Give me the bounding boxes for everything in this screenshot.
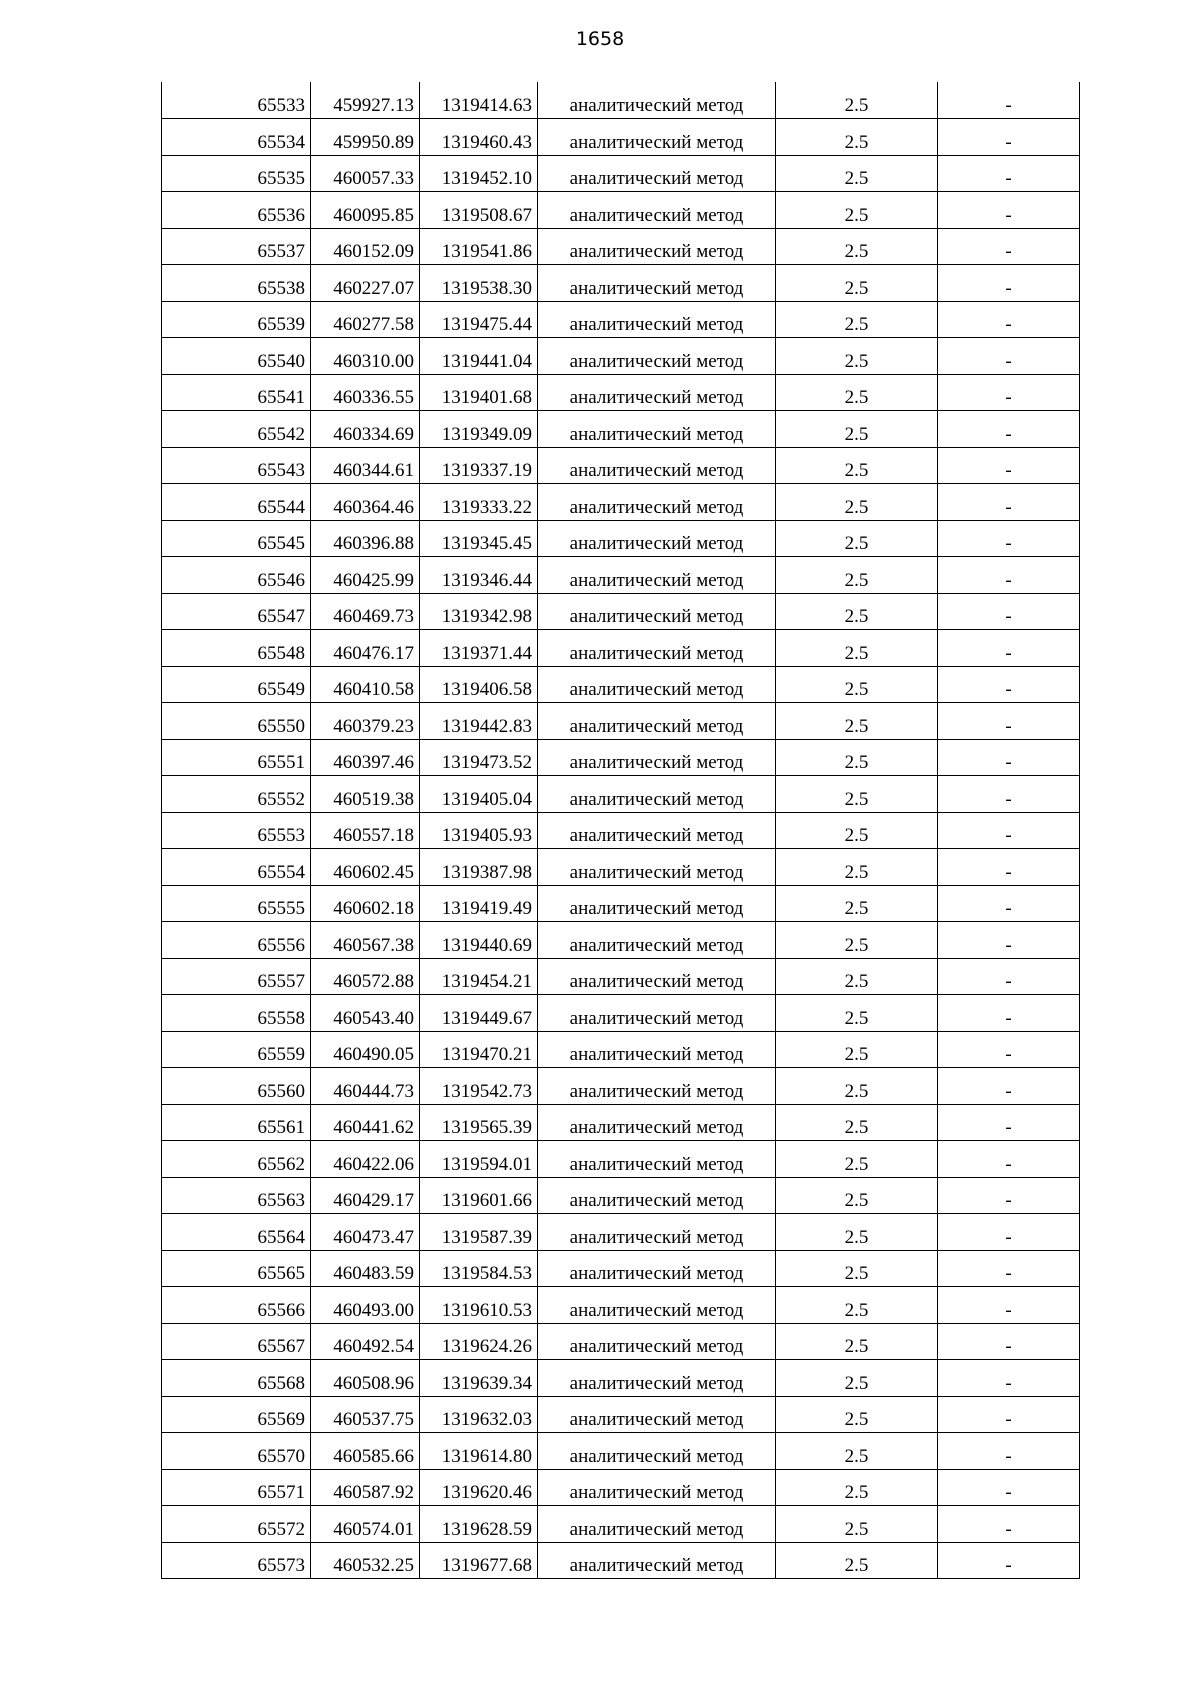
point-number-cell: 65543: [162, 447, 311, 484]
description-cell: -: [938, 301, 1080, 338]
precision-cell: 2.5: [776, 995, 938, 1032]
method-cell: аналитический метод: [538, 338, 776, 375]
x-coordinate-cell: 460410.58: [311, 666, 420, 703]
y-coordinate-cell: 1319565.39: [420, 1104, 538, 1141]
point-number-cell: 65571: [162, 1469, 311, 1506]
description-cell: -: [938, 447, 1080, 484]
description-cell: -: [938, 849, 1080, 886]
y-coordinate-cell: 1319473.52: [420, 739, 538, 776]
y-coordinate-cell: 1319440.69: [420, 922, 538, 959]
point-number-cell: 65557: [162, 958, 311, 995]
x-coordinate-cell: 460537.75: [311, 1396, 420, 1433]
table-row: [162, 228, 1080, 265]
method-cell: аналитический метод: [538, 265, 776, 302]
description-cell: -: [938, 1141, 1080, 1178]
precision-cell: 2.5: [776, 1506, 938, 1543]
method-cell: аналитический метод: [538, 812, 776, 849]
x-coordinate-cell: 460152.09: [311, 228, 420, 265]
method-cell: аналитический метод: [538, 958, 776, 995]
y-coordinate-cell: 1319342.98: [420, 593, 538, 630]
y-coordinate-cell: 1319414.63: [420, 82, 538, 119]
description-cell: -: [938, 739, 1080, 776]
table-row: [162, 885, 1080, 922]
precision-cell: 2.5: [776, 265, 938, 302]
method-cell: аналитический метод: [538, 1141, 776, 1178]
y-coordinate-cell: 1319346.44: [420, 557, 538, 594]
y-coordinate-cell: 1319405.93: [420, 812, 538, 849]
method-cell: аналитический метод: [538, 922, 776, 959]
method-cell: аналитический метод: [538, 1287, 776, 1324]
x-coordinate-cell: 460587.92: [311, 1469, 420, 1506]
point-number-cell: 65534: [162, 119, 311, 156]
y-coordinate-cell: 1319454.21: [420, 958, 538, 995]
table-row: [162, 374, 1080, 411]
table-row: [162, 995, 1080, 1032]
y-coordinate-cell: 1319387.98: [420, 849, 538, 886]
method-cell: аналитический метод: [538, 1177, 776, 1214]
precision-cell: 2.5: [776, 1068, 938, 1105]
table-row: [162, 447, 1080, 484]
point-number-cell: 65542: [162, 411, 311, 448]
table-row: [162, 1433, 1080, 1470]
y-coordinate-cell: 1319601.66: [420, 1177, 538, 1214]
y-coordinate-cell: 1319475.44: [420, 301, 538, 338]
x-coordinate-cell: 460557.18: [311, 812, 420, 849]
point-number-cell: 65573: [162, 1542, 311, 1579]
description-cell: -: [938, 958, 1080, 995]
table-row: [162, 1214, 1080, 1251]
point-number-cell: 65569: [162, 1396, 311, 1433]
method-cell: аналитический метод: [538, 630, 776, 667]
method-cell: аналитический метод: [538, 703, 776, 740]
table-row: [162, 119, 1080, 156]
precision-cell: 2.5: [776, 119, 938, 156]
precision-cell: 2.5: [776, 849, 938, 886]
y-coordinate-cell: 1319620.46: [420, 1469, 538, 1506]
x-coordinate-cell: 460379.23: [311, 703, 420, 740]
description-cell: -: [938, 1396, 1080, 1433]
x-coordinate-cell: 460095.85: [311, 192, 420, 229]
table-row: [162, 1323, 1080, 1360]
x-coordinate-cell: 460344.61: [311, 447, 420, 484]
point-number-cell: 65561: [162, 1104, 311, 1141]
y-coordinate-cell: 1319538.30: [420, 265, 538, 302]
method-cell: аналитический метод: [538, 1542, 776, 1579]
point-number-cell: 65570: [162, 1433, 311, 1470]
table-row: [162, 1287, 1080, 1324]
x-coordinate-cell: 460425.99: [311, 557, 420, 594]
description-cell: -: [938, 411, 1080, 448]
point-number-cell: 65539: [162, 301, 311, 338]
description-cell: -: [938, 228, 1080, 265]
y-coordinate-cell: 1319452.10: [420, 155, 538, 192]
point-number-cell: 65536: [162, 192, 311, 229]
table-row: [162, 1031, 1080, 1068]
precision-cell: 2.5: [776, 1177, 938, 1214]
description-cell: -: [938, 1177, 1080, 1214]
y-coordinate-cell: 1319441.04: [420, 338, 538, 375]
description-cell: -: [938, 1250, 1080, 1287]
precision-cell: 2.5: [776, 593, 938, 630]
description-cell: -: [938, 1104, 1080, 1141]
table-row: [162, 338, 1080, 375]
table-row: [162, 703, 1080, 740]
table-row: [162, 812, 1080, 849]
description-cell: -: [938, 1542, 1080, 1579]
precision-cell: 2.5: [776, 557, 938, 594]
y-coordinate-cell: 1319594.01: [420, 1141, 538, 1178]
description-cell: -: [938, 1469, 1080, 1506]
method-cell: аналитический метод: [538, 739, 776, 776]
precision-cell: 2.5: [776, 812, 938, 849]
method-cell: аналитический метод: [538, 155, 776, 192]
description-cell: -: [938, 1433, 1080, 1470]
method-cell: аналитический метод: [538, 447, 776, 484]
table-row: [162, 593, 1080, 630]
table-row: [162, 192, 1080, 229]
y-coordinate-cell: 1319337.19: [420, 447, 538, 484]
precision-cell: 2.5: [776, 1250, 938, 1287]
precision-cell: 2.5: [776, 1360, 938, 1397]
table-body: [162, 82, 1080, 1579]
x-coordinate-cell: 460396.88: [311, 520, 420, 557]
precision-cell: 2.5: [776, 520, 938, 557]
precision-cell: 2.5: [776, 885, 938, 922]
method-cell: аналитический метод: [538, 666, 776, 703]
precision-cell: 2.5: [776, 922, 938, 959]
method-cell: аналитический метод: [538, 1250, 776, 1287]
precision-cell: 2.5: [776, 82, 938, 119]
x-coordinate-cell: 460469.73: [311, 593, 420, 630]
precision-cell: 2.5: [776, 228, 938, 265]
point-number-cell: 65556: [162, 922, 311, 959]
x-coordinate-cell: 460444.73: [311, 1068, 420, 1105]
description-cell: -: [938, 1323, 1080, 1360]
precision-cell: 2.5: [776, 338, 938, 375]
description-cell: -: [938, 338, 1080, 375]
x-coordinate-cell: 460227.07: [311, 265, 420, 302]
precision-cell: 2.5: [776, 374, 938, 411]
page-number: 1658: [575, 28, 625, 50]
x-coordinate-cell: 460572.88: [311, 958, 420, 995]
precision-cell: 2.5: [776, 958, 938, 995]
point-number-cell: 65553: [162, 812, 311, 849]
description-cell: -: [938, 776, 1080, 813]
x-coordinate-cell: 460277.58: [311, 301, 420, 338]
table-row: [162, 1141, 1080, 1178]
table-row: [162, 1104, 1080, 1141]
x-coordinate-cell: 460476.17: [311, 630, 420, 667]
y-coordinate-cell: 1319584.53: [420, 1250, 538, 1287]
point-number-cell: 65544: [162, 484, 311, 521]
method-cell: аналитический метод: [538, 484, 776, 521]
description-cell: -: [938, 1068, 1080, 1105]
method-cell: аналитический метод: [538, 1360, 776, 1397]
precision-cell: 2.5: [776, 484, 938, 521]
table-row: [162, 1068, 1080, 1105]
table-row: [162, 630, 1080, 667]
precision-cell: 2.5: [776, 630, 938, 667]
x-coordinate-cell: 460602.18: [311, 885, 420, 922]
method-cell: аналитический метод: [538, 1323, 776, 1360]
precision-cell: 2.5: [776, 1469, 938, 1506]
method-cell: аналитический метод: [538, 1104, 776, 1141]
description-cell: -: [938, 484, 1080, 521]
point-number-cell: 65560: [162, 1068, 311, 1105]
point-number-cell: 65552: [162, 776, 311, 813]
precision-cell: 2.5: [776, 1542, 938, 1579]
x-coordinate-cell: 460429.17: [311, 1177, 420, 1214]
point-number-cell: 65555: [162, 885, 311, 922]
point-number-cell: 65565: [162, 1250, 311, 1287]
x-coordinate-cell: 460532.25: [311, 1542, 420, 1579]
point-number-cell: 65564: [162, 1214, 311, 1251]
point-number-cell: 65549: [162, 666, 311, 703]
y-coordinate-cell: 1319614.80: [420, 1433, 538, 1470]
table-row: [162, 1469, 1080, 1506]
y-coordinate-cell: 1319587.39: [420, 1214, 538, 1251]
method-cell: аналитический метод: [538, 995, 776, 1032]
x-coordinate-cell: 460508.96: [311, 1360, 420, 1397]
point-number-cell: 65533: [162, 82, 311, 119]
x-coordinate-cell: 460585.66: [311, 1433, 420, 1470]
point-number-cell: 65537: [162, 228, 311, 265]
description-cell: -: [938, 1287, 1080, 1324]
point-number-cell: 65547: [162, 593, 311, 630]
table-row: [162, 82, 1080, 119]
y-coordinate-cell: 1319405.04: [420, 776, 538, 813]
x-coordinate-cell: 460441.62: [311, 1104, 420, 1141]
point-number-cell: 65540: [162, 338, 311, 375]
x-coordinate-cell: 460492.54: [311, 1323, 420, 1360]
table-row: [162, 557, 1080, 594]
description-cell: -: [938, 1506, 1080, 1543]
x-coordinate-cell: 460602.45: [311, 849, 420, 886]
point-number-cell: 65538: [162, 265, 311, 302]
precision-cell: 2.5: [776, 447, 938, 484]
table-row: [162, 922, 1080, 959]
description-cell: -: [938, 557, 1080, 594]
x-coordinate-cell: 459927.13: [311, 82, 420, 119]
point-number-cell: 65535: [162, 155, 311, 192]
point-number-cell: 65559: [162, 1031, 311, 1068]
y-coordinate-cell: 1319449.67: [420, 995, 538, 1032]
method-cell: аналитический метод: [538, 557, 776, 594]
table-row: [162, 1396, 1080, 1433]
y-coordinate-cell: 1319542.73: [420, 1068, 538, 1105]
y-coordinate-cell: 1319628.59: [420, 1506, 538, 1543]
table-row: [162, 776, 1080, 813]
point-number-cell: 65572: [162, 1506, 311, 1543]
method-cell: аналитический метод: [538, 1396, 776, 1433]
y-coordinate-cell: 1319349.09: [420, 411, 538, 448]
table-row: [162, 301, 1080, 338]
table-row: [162, 666, 1080, 703]
table-row: [162, 1360, 1080, 1397]
x-coordinate-cell: 460422.06: [311, 1141, 420, 1178]
method-cell: аналитический метод: [538, 1506, 776, 1543]
point-number-cell: 65551: [162, 739, 311, 776]
precision-cell: 2.5: [776, 1104, 938, 1141]
table-row: [162, 265, 1080, 302]
x-coordinate-cell: 460334.69: [311, 411, 420, 448]
point-number-cell: 65563: [162, 1177, 311, 1214]
precision-cell: 2.5: [776, 1287, 938, 1324]
table-row: [162, 849, 1080, 886]
table-row: [162, 520, 1080, 557]
y-coordinate-cell: 1319470.21: [420, 1031, 538, 1068]
table-row: [162, 1250, 1080, 1287]
method-cell: аналитический метод: [538, 82, 776, 119]
precision-cell: 2.5: [776, 411, 938, 448]
method-cell: аналитический метод: [538, 1433, 776, 1470]
point-number-cell: 65558: [162, 995, 311, 1032]
table-row: [162, 484, 1080, 521]
y-coordinate-cell: 1319406.58: [420, 666, 538, 703]
point-number-cell: 65550: [162, 703, 311, 740]
x-coordinate-cell: 460543.40: [311, 995, 420, 1032]
method-cell: аналитический метод: [538, 119, 776, 156]
y-coordinate-cell: 1319508.67: [420, 192, 538, 229]
precision-cell: 2.5: [776, 1396, 938, 1433]
table-row: [162, 411, 1080, 448]
precision-cell: 2.5: [776, 1433, 938, 1470]
x-coordinate-cell: 459950.89: [311, 119, 420, 156]
x-coordinate-cell: 460310.00: [311, 338, 420, 375]
y-coordinate-cell: 1319401.68: [420, 374, 538, 411]
description-cell: -: [938, 1360, 1080, 1397]
y-coordinate-cell: 1319333.22: [420, 484, 538, 521]
description-cell: -: [938, 374, 1080, 411]
y-coordinate-cell: 1319419.49: [420, 885, 538, 922]
x-coordinate-cell: 460336.55: [311, 374, 420, 411]
table-row: [162, 155, 1080, 192]
point-number-cell: 65562: [162, 1141, 311, 1178]
table-row: [162, 1177, 1080, 1214]
point-number-cell: 65545: [162, 520, 311, 557]
description-cell: -: [938, 812, 1080, 849]
description-cell: -: [938, 1031, 1080, 1068]
coordinates-table: [161, 82, 1080, 1579]
precision-cell: 2.5: [776, 301, 938, 338]
precision-cell: 2.5: [776, 739, 938, 776]
point-number-cell: 65548: [162, 630, 311, 667]
y-coordinate-cell: 1319632.03: [420, 1396, 538, 1433]
method-cell: аналитический метод: [538, 1214, 776, 1251]
precision-cell: 2.5: [776, 776, 938, 813]
table-row: [162, 739, 1080, 776]
method-cell: аналитический метод: [538, 301, 776, 338]
y-coordinate-cell: 1319460.43: [420, 119, 538, 156]
description-cell: -: [938, 922, 1080, 959]
description-cell: -: [938, 192, 1080, 229]
y-coordinate-cell: 1319624.26: [420, 1323, 538, 1360]
method-cell: аналитический метод: [538, 849, 776, 886]
method-cell: аналитический метод: [538, 374, 776, 411]
y-coordinate-cell: 1319371.44: [420, 630, 538, 667]
description-cell: -: [938, 593, 1080, 630]
description-cell: -: [938, 520, 1080, 557]
point-number-cell: 65568: [162, 1360, 311, 1397]
description-cell: -: [938, 995, 1080, 1032]
method-cell: аналитический метод: [538, 228, 776, 265]
description-cell: -: [938, 630, 1080, 667]
y-coordinate-cell: 1319677.68: [420, 1542, 538, 1579]
table-row: [162, 1542, 1080, 1579]
y-coordinate-cell: 1319541.86: [420, 228, 538, 265]
x-coordinate-cell: 460473.47: [311, 1214, 420, 1251]
x-coordinate-cell: 460057.33: [311, 155, 420, 192]
method-cell: аналитический метод: [538, 411, 776, 448]
method-cell: аналитический метод: [538, 593, 776, 630]
x-coordinate-cell: 460493.00: [311, 1287, 420, 1324]
point-number-cell: 65566: [162, 1287, 311, 1324]
x-coordinate-cell: 460397.46: [311, 739, 420, 776]
method-cell: аналитический метод: [538, 1031, 776, 1068]
method-cell: аналитический метод: [538, 520, 776, 557]
table-row: [162, 1506, 1080, 1543]
x-coordinate-cell: 460483.59: [311, 1250, 420, 1287]
point-number-cell: 65546: [162, 557, 311, 594]
precision-cell: 2.5: [776, 1214, 938, 1251]
description-cell: -: [938, 666, 1080, 703]
method-cell: аналитический метод: [538, 1068, 776, 1105]
y-coordinate-cell: 1319345.45: [420, 520, 538, 557]
point-number-cell: 65541: [162, 374, 311, 411]
method-cell: аналитический метод: [538, 885, 776, 922]
x-coordinate-cell: 460490.05: [311, 1031, 420, 1068]
precision-cell: 2.5: [776, 155, 938, 192]
method-cell: аналитический метод: [538, 1469, 776, 1506]
y-coordinate-cell: 1319639.34: [420, 1360, 538, 1397]
x-coordinate-cell: 460364.46: [311, 484, 420, 521]
precision-cell: 2.5: [776, 1323, 938, 1360]
precision-cell: 2.5: [776, 1031, 938, 1068]
y-coordinate-cell: 1319442.83: [420, 703, 538, 740]
x-coordinate-cell: 460574.01: [311, 1506, 420, 1543]
precision-cell: 2.5: [776, 703, 938, 740]
description-cell: -: [938, 155, 1080, 192]
description-cell: -: [938, 885, 1080, 922]
y-coordinate-cell: 1319610.53: [420, 1287, 538, 1324]
x-coordinate-cell: 460519.38: [311, 776, 420, 813]
description-cell: -: [938, 82, 1080, 119]
table-row: [162, 958, 1080, 995]
point-number-cell: 65567: [162, 1323, 311, 1360]
precision-cell: 2.5: [776, 1141, 938, 1178]
description-cell: -: [938, 265, 1080, 302]
x-coordinate-cell: 460567.38: [311, 922, 420, 959]
description-cell: -: [938, 703, 1080, 740]
description-cell: -: [938, 119, 1080, 156]
point-number-cell: 65554: [162, 849, 311, 886]
precision-cell: 2.5: [776, 192, 938, 229]
method-cell: аналитический метод: [538, 192, 776, 229]
description-cell: -: [938, 1214, 1080, 1251]
precision-cell: 2.5: [776, 666, 938, 703]
method-cell: аналитический метод: [538, 776, 776, 813]
